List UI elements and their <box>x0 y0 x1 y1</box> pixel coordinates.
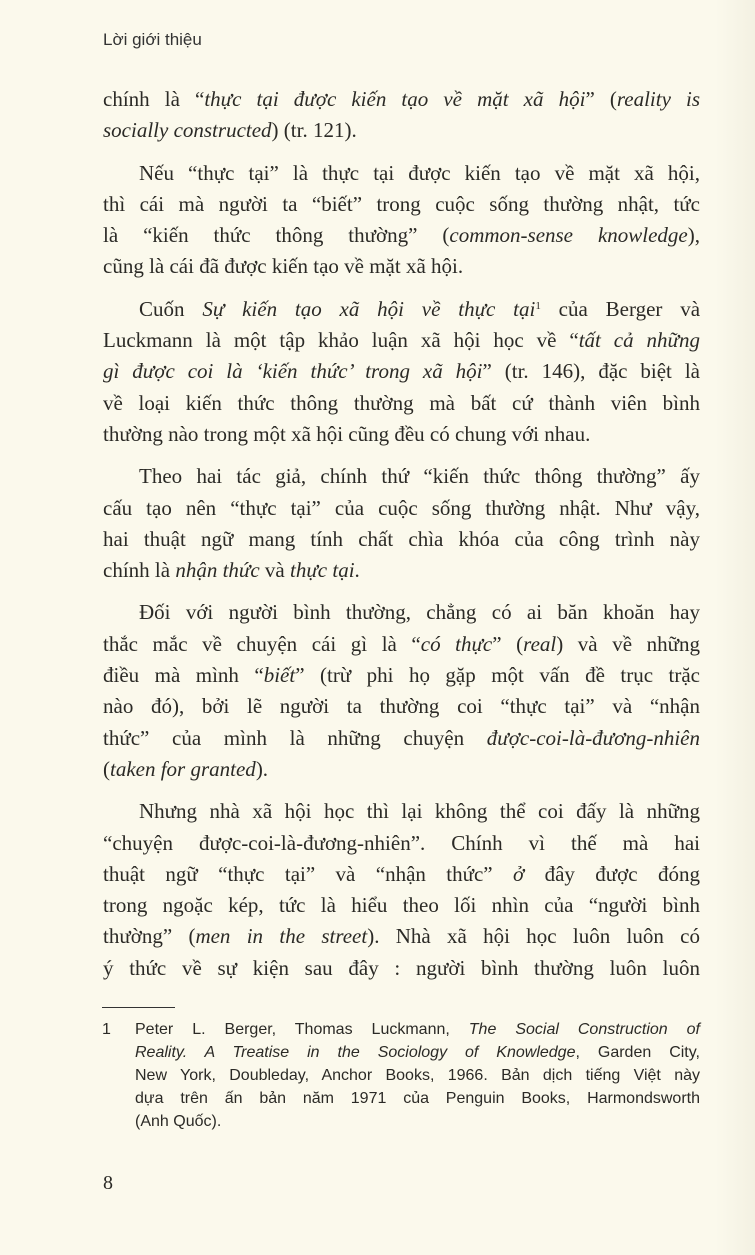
italic-text: thực tại được kiến tạo về mặt xã hội <box>204 87 586 111</box>
text-line <box>103 220 700 251</box>
text-run: nào đó), bởi lẽ người ta thường coi “thực tại” và “nhận <box>103 694 700 719</box>
paragraph <box>103 158 700 283</box>
text-line <box>103 828 700 859</box>
text-line <box>103 524 700 555</box>
text-run: chính là <box>103 558 176 583</box>
text-run: thì cái mà người ta “biết” trong cuộc sống thường nhật, tức <box>103 191 700 216</box>
paragraph <box>103 84 700 147</box>
text-line <box>103 796 700 827</box>
text-run: trong ngoặc kép, tức là hiểu theo lối nhìn của “người bình <box>103 893 700 918</box>
text-run: “chuyện được-coi-là-đương-nhiên”. Chính vì thế mà hai <box>103 830 700 855</box>
text-line <box>103 388 700 419</box>
text-run: ” (trừ phi họ gặp một vấn đề trục trặc <box>295 663 700 688</box>
italic-text: ở <box>513 861 525 886</box>
text-line <box>103 461 700 492</box>
text-run: ), <box>687 223 701 248</box>
text-line <box>103 356 700 387</box>
text-line <box>103 189 700 220</box>
text-run: Nhưng nhà xã hội học thì lại không thể coi đấy là những <box>139 799 700 824</box>
text-run: New York, Doubleday, Anchor Books, 1966. Bản dịch tiếng Việt này <box>135 1067 700 1084</box>
footnote-text <box>135 1018 700 1133</box>
text-run: cũng là cái đã được kiến tạo về mặt xã hội. <box>103 254 464 279</box>
italic-text: nhận thức <box>175 558 260 583</box>
text-line <box>103 723 700 754</box>
italic-text: reality is <box>616 87 700 111</box>
text-run: về loại kiến thức thông thường mà bất cứ thành viên bình <box>103 390 700 415</box>
text-run: Luckmann là một tập khảo luận xã hội học về “ <box>103 328 579 353</box>
italic-text: men in the street <box>195 924 368 949</box>
text-line <box>135 1087 700 1110</box>
text-run: Nếu “thực tại” là thực tại được kiến tạo về mặt xã hội, <box>139 160 700 185</box>
text-run: ) và về những <box>556 631 700 656</box>
paragraph <box>103 796 700 984</box>
footnote-rule <box>102 1007 175 1008</box>
text-run: ) (tr. 121). <box>271 118 357 143</box>
text-line <box>103 158 700 189</box>
text-run: ” ( <box>492 631 524 656</box>
text-line <box>103 493 700 524</box>
footnote-number: 1 <box>102 1021 111 1038</box>
text-run: Peter L. Berger, Thomas Luckmann, <box>135 1021 469 1038</box>
footnote-ref: 1 <box>535 299 541 312</box>
text-run: của Berger và <box>540 296 701 321</box>
text-run: Đối với người bình thường, chẳng có ai băn khoăn hay <box>139 600 700 625</box>
text-run: cấu tạo nên “thực tại” của cuộc sống thường nhật. Như vậy, <box>103 495 700 520</box>
text-line <box>103 325 700 356</box>
italic-text: The Social Construction of <box>468 1021 700 1038</box>
text-run: thuật ngữ “thực tại” và “nhận thức” <box>103 861 513 886</box>
text-line <box>103 597 700 628</box>
paragraph <box>103 597 700 785</box>
italic-text: được-coi-là-đương-nhiên <box>486 725 700 750</box>
text-line <box>135 1064 700 1087</box>
text-line <box>103 921 700 952</box>
italic-text: biết <box>263 663 296 688</box>
text-run: ý thức về sự kiện sau đây : người bình thường luôn luôn <box>103 955 700 980</box>
italic-text: Reality. A Treatise in the Sociology of Knowledge <box>135 1044 576 1061</box>
italic-text: socially constructed <box>103 118 272 143</box>
footnote <box>102 1018 700 1133</box>
text-run: và <box>259 558 290 583</box>
text-run: thức” của mình là những chuyện <box>103 725 487 750</box>
italic-text: thực tại <box>290 558 355 583</box>
text-run: thắc mắc về chuyện cái gì là “ <box>103 631 421 656</box>
italic-text: tất cả những <box>578 328 700 353</box>
text-run: ( <box>103 756 110 781</box>
running-head: Lời giới thiệu <box>103 30 202 49</box>
text-run: là “kiến thức thông thường” ( <box>103 223 450 248</box>
text-run: điều mà mình “ <box>103 663 264 688</box>
italic-text: có thực <box>420 631 493 656</box>
text-line <box>103 419 700 450</box>
text-run: đây được đóng <box>524 861 700 886</box>
italic-text: gì được coi là ‘kiến thức’ trong xã hội <box>103 359 483 384</box>
text-run: ” ( <box>585 87 617 111</box>
text-line <box>103 660 700 691</box>
body-text <box>103 84 700 995</box>
italic-text: taken for granted <box>110 756 256 781</box>
paragraph <box>103 461 700 586</box>
text-run: ” (tr. 146), đặc biệt là <box>482 359 700 384</box>
text-line <box>103 691 700 722</box>
text-run: hai thuật ngữ mang tính chất chìa khóa của công trình này <box>103 526 700 551</box>
text-run: dựa trên ấn bản năm 1971 của Penguin Books, Harmondsworth <box>135 1090 700 1107</box>
text-run: , Garden City, <box>575 1044 701 1061</box>
text-line <box>103 555 700 586</box>
text-line <box>103 84 700 115</box>
italic-text: common-sense knowledge <box>449 223 688 248</box>
page-edge-shade <box>715 0 755 1255</box>
italic-text: real <box>523 631 557 656</box>
text-run: (Anh Quốc). <box>135 1113 222 1130</box>
text-line <box>135 1110 700 1133</box>
text-line <box>103 754 700 785</box>
text-line <box>103 890 700 921</box>
text-line <box>103 251 700 282</box>
text-run: . <box>354 558 360 583</box>
page-number: 8 <box>103 1172 113 1194</box>
text-line <box>135 1041 700 1064</box>
text-line <box>103 629 700 660</box>
text-run: Cuốn <box>139 296 203 321</box>
text-run: thường nào trong một xã hội cũng đều có chung với nhau. <box>103 421 591 446</box>
text-run: Theo hai tác giả, chính thứ “kiến thức thông thường” ấy <box>139 464 700 489</box>
paragraph <box>103 294 700 450</box>
text-run: thường” ( <box>103 924 196 949</box>
text-line <box>103 953 700 984</box>
text-line <box>135 1018 700 1041</box>
text-line <box>103 115 700 146</box>
text-line <box>103 294 700 325</box>
text-run: ). Nhà xã hội học luôn luôn có <box>367 924 700 949</box>
italic-text: Sự kiến tạo xã hội về thực tại <box>202 296 536 321</box>
text-run: ). <box>255 756 269 781</box>
text-line <box>103 859 700 890</box>
text-run: chính là “ <box>103 87 205 111</box>
